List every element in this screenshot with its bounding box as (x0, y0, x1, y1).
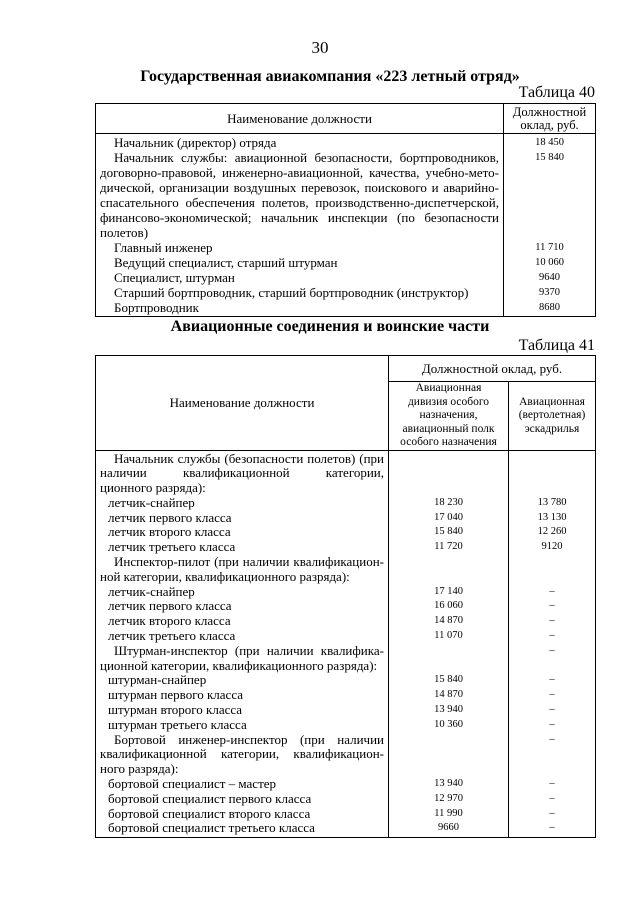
column-header-line: Авиационная (519, 395, 585, 408)
salary-value: 18 230 (434, 496, 463, 508)
group-heading-line: ционной категории, квалификационного разряда): (100, 658, 378, 673)
division-salaries-cell (389, 450, 509, 838)
cell-spacer (389, 570, 508, 585)
salary-value: – (549, 585, 555, 597)
salary-value: – (549, 778, 555, 790)
salary-value: 15 840 (535, 152, 564, 163)
section-title-1: Государственная авиакомпания «223 летный отряд» (140, 68, 520, 85)
table-header-row (96, 356, 596, 382)
salary-value: 11 710 (535, 242, 564, 253)
column-header-name: Наименование должности (96, 356, 389, 451)
cell-spacer (509, 570, 595, 585)
salary-value: 11 720 (434, 541, 463, 553)
table-body-row (96, 450, 596, 838)
column-header-salary-line: оклад, руб. (520, 117, 579, 132)
position-name: летчик первого класса (108, 599, 232, 614)
group-heading-line: Бортовой инженер-инспектор (при наличии (114, 732, 384, 747)
salary-spacer (504, 195, 595, 210)
salary-value: 13 130 (537, 511, 567, 523)
salary-value: – (549, 644, 555, 656)
page-number: 30 (311, 38, 329, 57)
cell-spacer (389, 466, 508, 481)
salary-value: 13 940 (434, 778, 463, 790)
table-40 (95, 103, 596, 317)
salary-value: 10 360 (434, 718, 463, 730)
position-name: штурман третьего класса (108, 717, 247, 732)
salary-spacer (504, 210, 595, 225)
column-header-line: дивизия особого (407, 395, 490, 408)
salary-value: 12 260 (537, 526, 567, 538)
cell-spacer (509, 452, 595, 467)
cell-spacer (389, 555, 508, 570)
position-name-line: Начальник (директор) отряда (114, 135, 277, 150)
table-41 (95, 355, 596, 838)
salary-value: – (549, 822, 555, 834)
column-header-line: авиационный полк (402, 422, 495, 435)
salary-value: 15 840 (434, 674, 463, 686)
section-title-2: Авиационные соединения и воинские части (170, 318, 490, 335)
column-header-line: Авиационная (415, 382, 482, 394)
salary-value: 11 990 (434, 807, 463, 819)
cell-spacer (389, 747, 508, 762)
position-name-line: договорно-правовой, инженерно-авиационной, качества, учебно-мето- (100, 165, 499, 180)
salary-value: 13 780 (537, 496, 567, 508)
position-name-line: финансово-экономической; начальник инспекции (по безопасности (100, 210, 499, 225)
position-name-line: Главный инженер (114, 240, 213, 255)
column-header-salary (504, 104, 596, 134)
position-name: летчик второго класса (108, 614, 231, 629)
column-header-line: особого назначения (400, 436, 497, 448)
group-heading-line: ного разряда): (100, 762, 179, 777)
salary-value: – (549, 718, 555, 730)
salary-value: 14 870 (434, 615, 463, 627)
salary-value: 11 070 (434, 630, 463, 642)
position-name: бортовой специалист первого класса (108, 791, 312, 806)
table-body-row (96, 134, 596, 317)
column-header-squadron (509, 382, 596, 451)
cell-spacer (389, 481, 508, 496)
salary-value: 8680 (539, 302, 560, 313)
table-caption-41: Таблица 41 (518, 337, 595, 354)
cell-spacer (389, 452, 508, 467)
position-name: летчик первого класса (108, 510, 232, 525)
group-heading-line: ционного разряда): (100, 481, 206, 496)
squadron-salaries-cell (509, 450, 596, 838)
salary-value: – (549, 630, 555, 642)
salary-value: – (549, 674, 555, 686)
column-header-line: назначения, (419, 409, 478, 421)
position-name-line: Начальник службы: авиационной безопасности, бортпроводников, (114, 150, 499, 165)
salary-value: – (549, 615, 555, 627)
position-name: летчик-снайпер (108, 495, 195, 510)
group-heading-line: Начальник службы (безопасности полетов) (при (114, 451, 384, 466)
position-name: штурман второго класса (108, 703, 243, 718)
table-header-row (96, 104, 596, 134)
position-name: бортовой специалист третьего класса (108, 821, 315, 836)
salary-value: – (549, 704, 555, 716)
group-heading-line: квалификационной категории, квалификацион- (100, 747, 384, 762)
salary-value: – (549, 689, 555, 701)
salary-value: – (549, 807, 555, 819)
position-name-line: Ведущий специалист, старший штурман (114, 255, 338, 270)
salary-value: 12 970 (434, 792, 463, 804)
cell-spacer (389, 659, 508, 674)
position-name-line: полетов) (100, 225, 149, 240)
column-group-header-salary: Должностной оклад, руб. (389, 356, 596, 382)
cell-spacer (509, 481, 595, 496)
cell-spacer (509, 747, 595, 762)
salary-spacer (504, 165, 595, 180)
cell-spacer (509, 466, 595, 481)
salary-value: 14 870 (434, 689, 463, 701)
position-name-line: Старший бортпроводник, старший бортпроводник (инструктор) (114, 285, 469, 300)
table-caption-40: Таблица 40 (518, 84, 595, 101)
position-name: штурман первого класса (108, 688, 244, 703)
position-name: штурман-снайпер (108, 673, 207, 688)
salaries-cell (504, 134, 596, 317)
salary-value: 9120 (541, 541, 563, 553)
column-header-name: Наименование должности (96, 104, 504, 134)
salary-spacer (504, 225, 595, 240)
salary-value: 13 940 (434, 704, 463, 716)
salary-value: – (549, 792, 555, 804)
salary-value: 17 040 (434, 511, 463, 523)
column-header-line: (вертолетная) (518, 409, 586, 421)
position-names-cell (96, 450, 389, 838)
cell-spacer (389, 762, 508, 777)
group-heading-line: ной категории, квалификационного разряда): (100, 569, 350, 584)
salary-value: 18 450 (535, 137, 564, 148)
position-name-line: Специалист, штурман (114, 270, 235, 285)
position-name-line: спасательного обеспечения полетов, производственно-диспетчерской, (100, 195, 499, 210)
position-name: летчик третьего класса (108, 540, 236, 555)
position-name-line: дической, организации воздушных перевозок, поискового и аварийно- (100, 180, 499, 195)
salary-spacer (504, 180, 595, 195)
column-header-line: эскадрилья (524, 422, 580, 435)
salary-value: 10 060 (535, 257, 564, 268)
column-header-salary-line: Должностной (512, 104, 587, 119)
salary-value: – (549, 600, 555, 612)
cell-spacer (509, 555, 595, 570)
salary-value: 9370 (539, 287, 560, 298)
position-name: летчик третьего класса (108, 629, 236, 644)
position-name-line: Бортпроводник (114, 300, 199, 315)
group-heading-line: Штурман-инспектор (при наличии квалифика- (114, 643, 384, 658)
position-name: бортовой специалист – мастер (108, 777, 277, 792)
group-heading-line: наличии квалификационной категории, (100, 466, 384, 481)
cell-spacer (509, 659, 595, 674)
salary-value: – (549, 733, 555, 745)
position-name: бортовой специалист второго класса (108, 806, 311, 821)
salary-value: 15 840 (434, 526, 463, 538)
group-heading-line: Инспектор-пилот (при наличии квалификацион- (114, 555, 384, 570)
salary-value: 9660 (438, 822, 459, 834)
position-name: летчик-снайпер (108, 584, 195, 599)
cell-spacer (509, 762, 595, 777)
salary-value: 9640 (539, 272, 560, 283)
cell-spacer (389, 644, 508, 659)
position-names-cell (96, 134, 504, 317)
salary-value: 17 140 (434, 585, 463, 597)
salary-value: 16 060 (434, 600, 463, 612)
cell-spacer (389, 733, 508, 748)
position-name: летчик второго класса (108, 525, 231, 540)
column-header-division (389, 382, 509, 451)
